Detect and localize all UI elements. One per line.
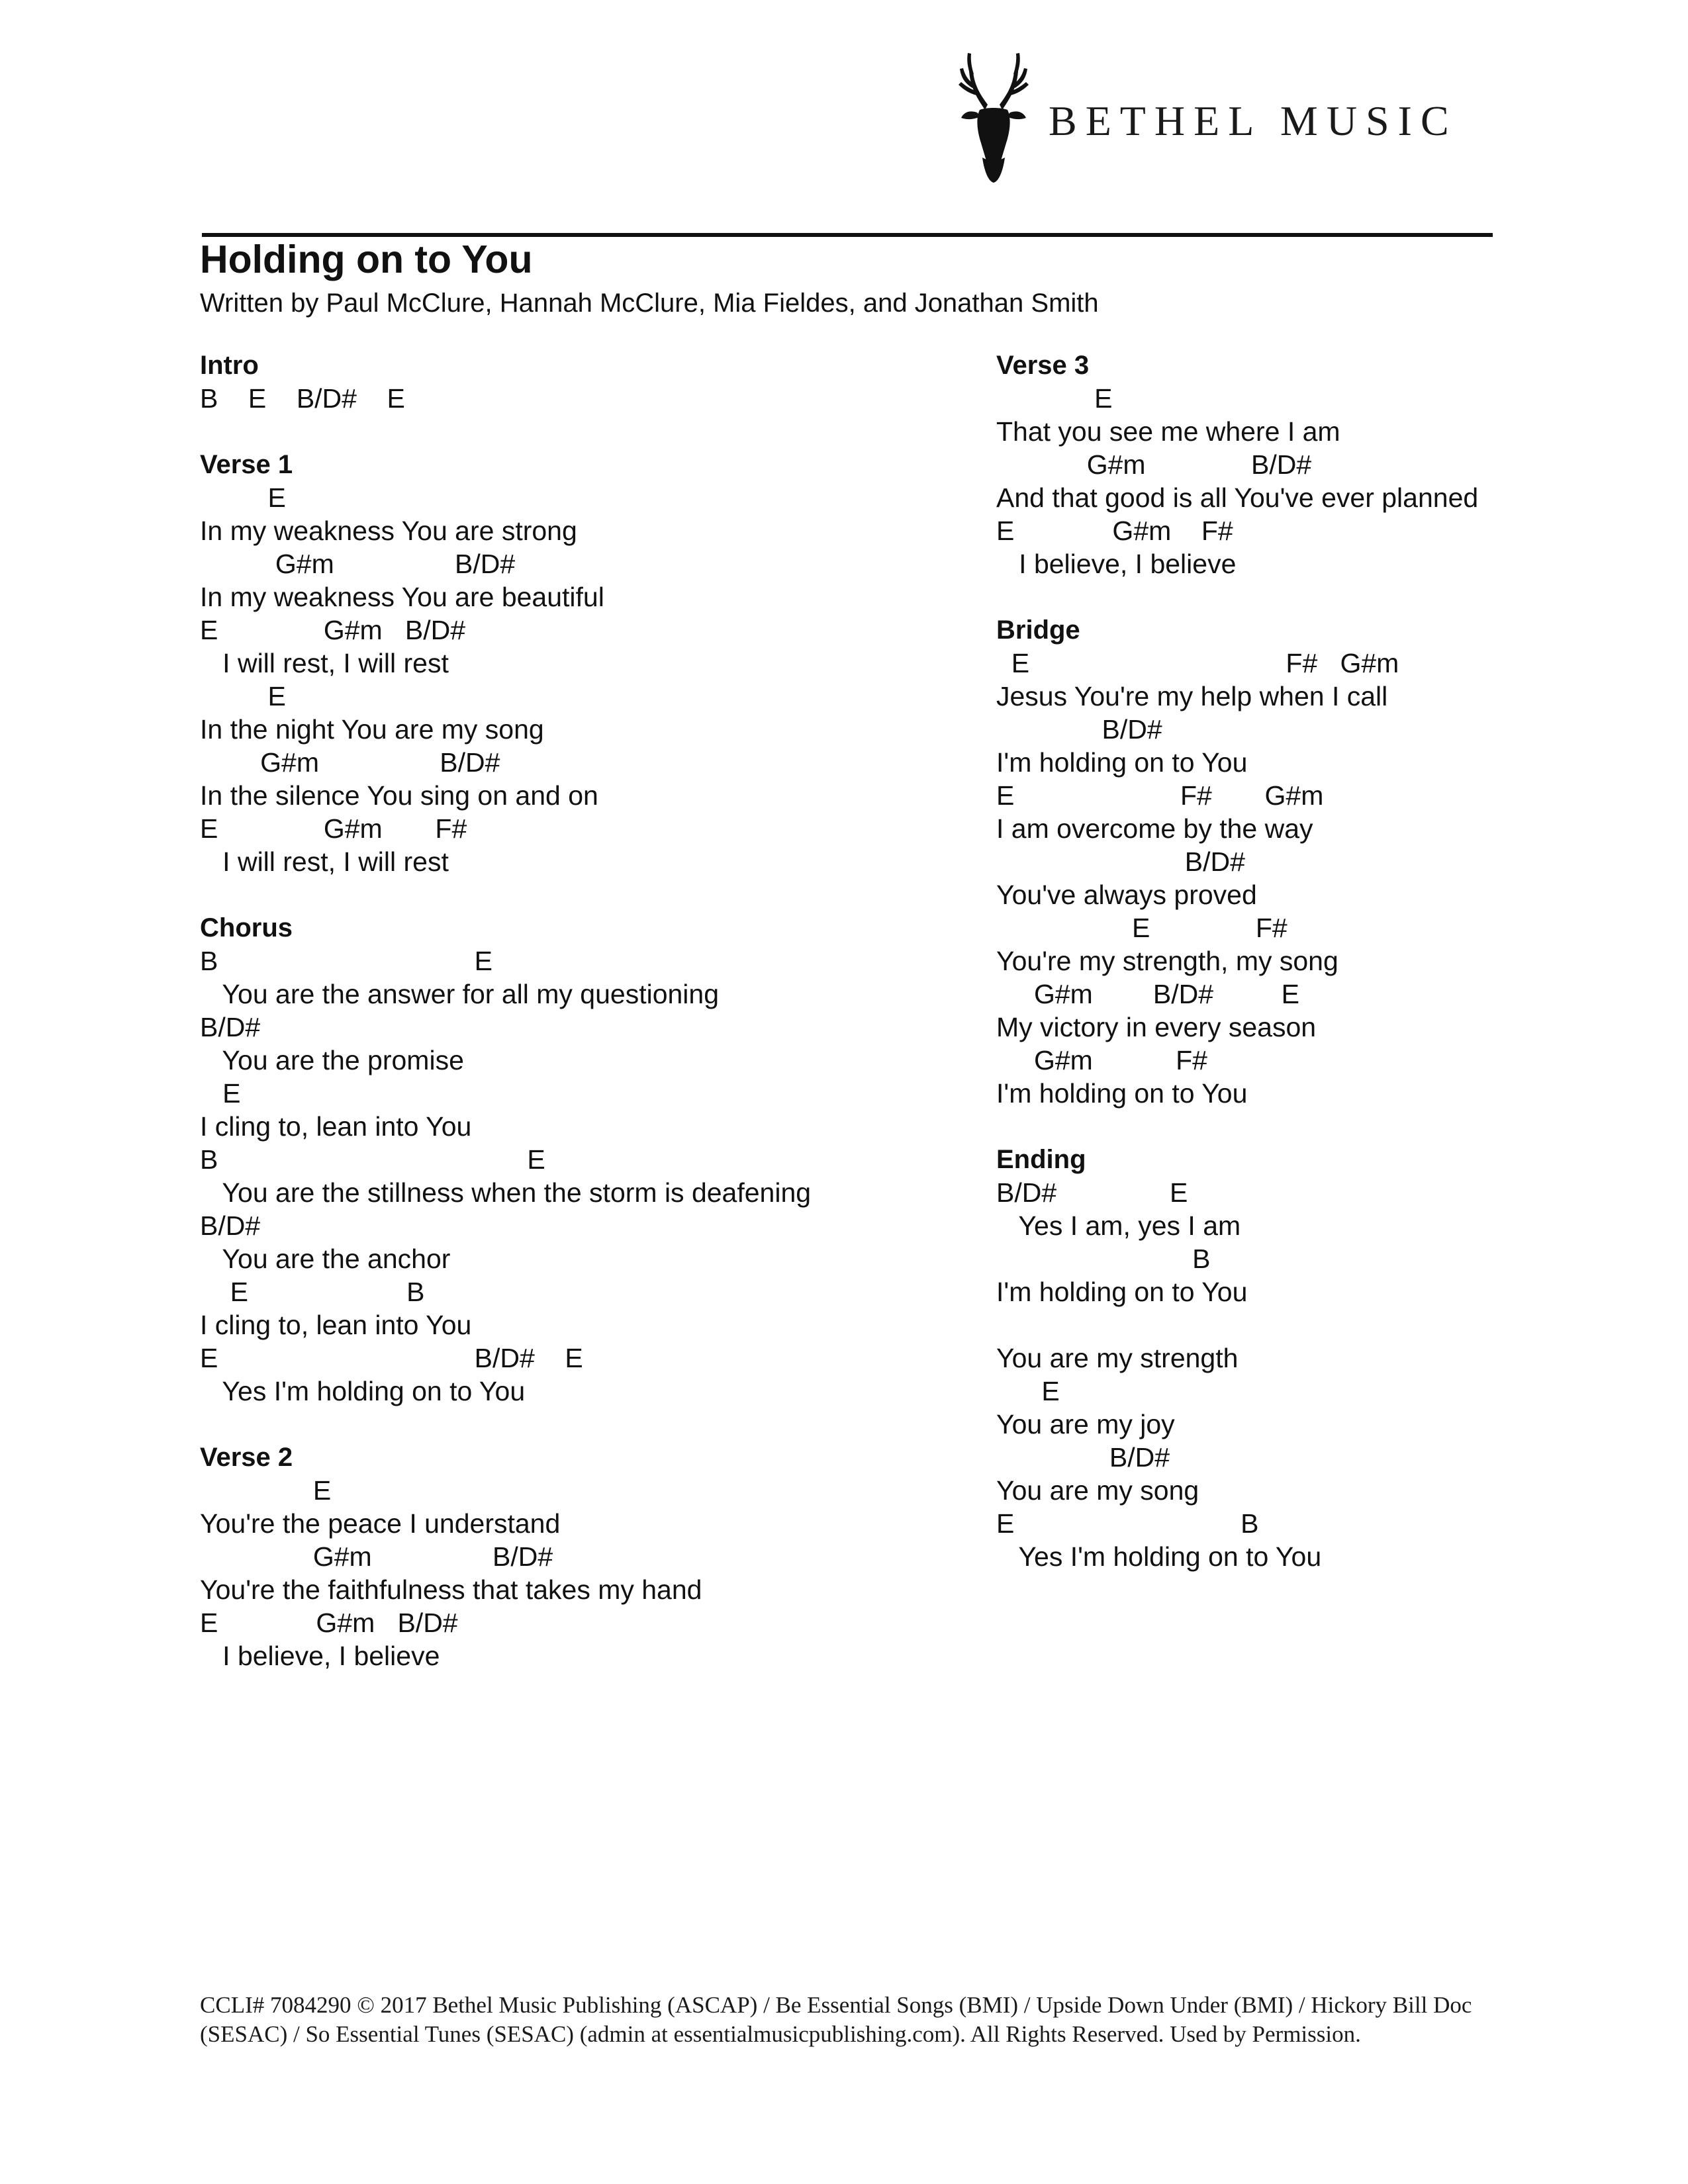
section-title: Chorus <box>200 913 293 942</box>
lyric-line: You're my strength, my song <box>996 946 1338 976</box>
lyric-line: B E <box>200 946 492 976</box>
deer-head-icon <box>951 52 1037 184</box>
lyric-line: Yes I'm holding on to You <box>200 1376 526 1406</box>
section-title: Ending <box>996 1145 1086 1174</box>
lyric-line: E G#m F# <box>200 813 467 844</box>
section-verse-1 <box>200 448 968 878</box>
brand-name: BETHEL MUSIC <box>1049 97 1458 144</box>
lyric-line: E F# G#m <box>996 648 1399 678</box>
section-title: Verse 3 <box>996 351 1090 380</box>
lyric-line: G#m B/D# E <box>996 979 1299 1009</box>
section-title: Verse 1 <box>200 450 293 479</box>
lyric-line: B/D# <box>996 1442 1170 1473</box>
lyric-line: E <box>200 482 286 513</box>
section-verse-2 <box>200 1441 968 1672</box>
left-column <box>200 349 968 1706</box>
lyric-line: G#m F# <box>996 1045 1207 1075</box>
lyric-line: My victory in every season <box>996 1012 1317 1042</box>
lyric-line: B/D# <box>996 846 1245 877</box>
lyric-line: E G#m B/D# <box>200 1608 458 1638</box>
lyric-line: I'm holding on to You <box>996 1277 1248 1307</box>
lyric-line: You've always proved <box>996 880 1257 910</box>
lyric-line: You are my joy <box>996 1409 1175 1439</box>
section-title: Bridge <box>996 615 1080 645</box>
lyric-line: In my weakness You are strong <box>200 516 577 546</box>
lyric-line: I will rest, I will rest <box>200 648 449 678</box>
lyric-line: I'm holding on to You <box>996 1078 1248 1109</box>
lyric-line: E G#m B/D# <box>200 615 465 645</box>
lyric-line: I believe, I believe <box>200 1641 440 1671</box>
lyric-line: I believe, I believe <box>996 549 1237 579</box>
right-column <box>996 349 1579 1606</box>
lyric-line: G#m B/D# <box>200 549 516 579</box>
section-bridge <box>996 614 1579 1110</box>
lyric-line: I cling to, lean into You <box>200 1111 472 1142</box>
lyric-line: E B/D# E <box>200 1343 583 1373</box>
section-intro <box>200 349 968 415</box>
lyric-line: You are the anchor <box>200 1244 451 1274</box>
lyric-line: E F# G#m <box>996 780 1324 811</box>
lyric-line: E <box>200 1475 332 1506</box>
lyric-line: You are the promise <box>200 1045 464 1075</box>
lyric-line: B/D# <box>200 1012 261 1042</box>
lyric-line: You are my strength <box>996 1343 1239 1373</box>
lyric-line: E B <box>200 1277 425 1307</box>
lyric-line: B/D# <box>996 714 1162 745</box>
lyric-line: E B <box>996 1508 1259 1539</box>
lyric-line: You are my song <box>996 1475 1199 1506</box>
lyric-line: G#m B/D# <box>200 1541 553 1572</box>
lyric-line: In my weakness You are beautiful <box>200 582 604 612</box>
lyric-line: E G#m F# <box>996 516 1233 546</box>
lyric-line: You're the peace I understand <box>200 1508 561 1539</box>
lyric-line: In the silence You sing on and on <box>200 780 598 811</box>
lyric-line: B <box>996 1244 1211 1274</box>
lyric-line: B/D# <box>200 1210 261 1241</box>
section-ending <box>996 1143 1579 1573</box>
brand-logo <box>951 52 1458 184</box>
copyright-notice: CCLI# 7084290 © 2017 Bethel Music Publishing (ASCAP) / Be Essential Songs (BMI) / Upside Down Under (BMI) / Hickory Bill Doc (SESAC) / So Essential Tunes (SESAC) (admin at essentialmusicpublishing.com). All Rights Reserved. Used by Permission. <box>200 1992 1472 2047</box>
lyric-line: You are the stillness when the storm is deafening <box>200 1177 812 1208</box>
song-writers: Written by Paul McClure, Hannah McClure, Mia Fieldes, and Jonathan Smith <box>200 289 1099 318</box>
lyric-line: In the night You are my song <box>200 714 544 745</box>
lyric-line: That you see me where I am <box>996 416 1340 447</box>
lyric-line: E <box>996 383 1113 414</box>
lyric-line: E <box>996 1376 1060 1406</box>
lyric-line: B E B/D# E <box>200 383 405 414</box>
lyric-line: I cling to, lean into You <box>200 1310 472 1340</box>
lyric-line: And that good is all You've ever planned <box>996 482 1479 513</box>
lyric-line: B/D# E <box>996 1177 1188 1208</box>
section-chorus <box>200 911 968 1408</box>
lyric-line: You are the answer for all my questioning <box>200 979 720 1009</box>
lyric-line: I am overcome by the way <box>996 813 1313 844</box>
lyric-line: G#m B/D# <box>996 449 1312 480</box>
section-verse-3 <box>996 349 1579 580</box>
lyric-line: B E <box>200 1144 545 1175</box>
blank-line <box>996 1308 1579 1342</box>
section-title: Verse 2 <box>200 1443 293 1472</box>
lyric-line: E <box>200 681 286 711</box>
section-title: Intro <box>200 351 259 380</box>
lyric-line: I will rest, I will rest <box>200 846 449 877</box>
lyric-line: You're the faithfulness that takes my hand <box>200 1574 702 1605</box>
lyric-line: G#m B/D# <box>200 747 500 778</box>
lyric-line: E F# <box>996 913 1288 943</box>
lyric-line: Yes I'm holding on to You <box>996 1541 1322 1572</box>
lyric-line: Jesus You're my help when I call <box>996 681 1388 711</box>
lyric-line: E <box>200 1078 241 1109</box>
song-title: Holding on to You <box>200 238 533 281</box>
lyric-line: Yes I am, yes I am <box>996 1210 1241 1241</box>
lyric-line: I'm holding on to You <box>996 747 1248 778</box>
